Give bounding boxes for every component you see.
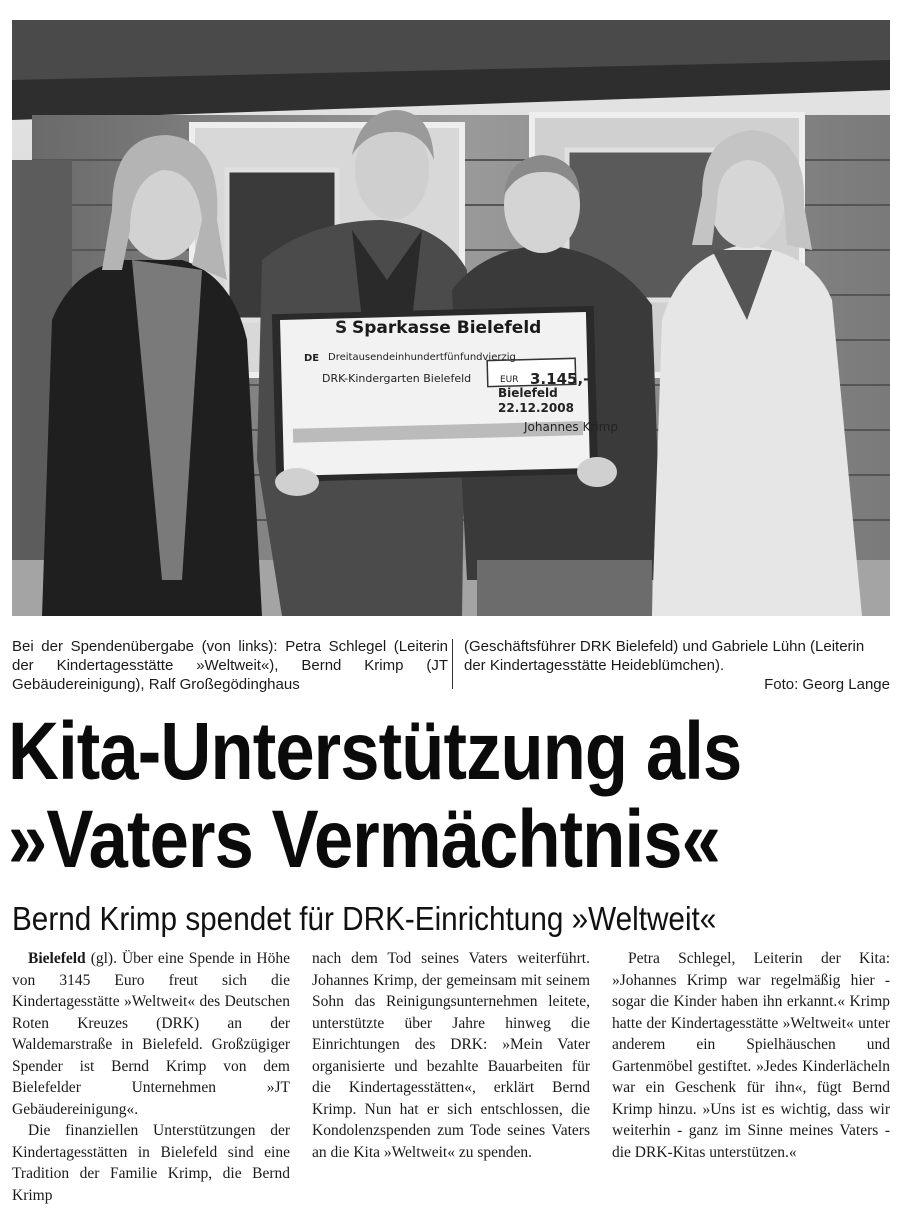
article-paragraph-text: (gl). Über eine Spende in Höhe von 3145 Euro freut sich die Kindertagesstätte »Weltweit« des Deutschen Roten Kreuzes (DRK) an der Waldemarstraße in Bielefeld. Großzügiger Spender ist Bernd Krimp von dem Bielefelder Unternehmen »JT Gebäudereinigung«. [12,950,290,1118]
article-column-3 [612,948,890,1163]
headline [8,708,768,884]
headline-line-2: »Vaters Vermächtnis« [8,794,720,885]
cheque-currency: EUR [500,375,519,385]
photo-credit: Foto: Georg Lange [764,676,890,693]
cheque-country-code: DE [304,353,320,364]
article-column-1 [12,948,290,1206]
photo-caption-left: Bei der Spendenübergabe (von links): Petra Schlegel (Leiterin der Kindertagesstätte »Weltweit«), Bernd Krimp (JT Gebäudereinigung), Ralf Großegödinghaus [12,638,448,693]
article-paragraph [12,948,290,1120]
sparkasse-logo-icon: S [335,318,348,338]
cheque-bank-name: Sparkasse Bielefeld [352,318,542,338]
article-paragraph: Petra Schlegel, Leiterin der Kita: »Johannes Krimp war regelmäßig hier - sogar die Kinder haben ihn erkannt.« Krimp hatte der Kindertagesstätte »Weltweit« unter anderem ein Spielhäuschen und Gartenmöbel gestiftet. »Jedes Kinderlächeln war ein Geschenk für ihn«, fügt Bernd Krimp hinzu. »Uns ist es wichtig, dass wir weiterhin - ganz im Sinne meines Vaters - die DRK-Kitas unterstützen.« [612,950,890,1161]
photo-caption-right [464,637,890,694]
cheque-city: Bielefeld [498,386,558,400]
cheque-amount-words: Dreitausendeinhundertfünfundvierzig [328,352,516,363]
cheque-payee: DRK-Kindergarten Bielefeld [322,372,472,385]
cheque-amount: 3.145,- [530,370,590,388]
caption-divider [452,639,453,689]
cheque-signer: Johannes Krimp [524,420,618,434]
subheadline: Bernd Krimp spendet für DRK-Einrichtung »Weltweit« [12,900,717,937]
article-paragraph: nach dem Tod seines Vaters weiterführt. Johannes Krimp, der gemeinsam mit seinem Sohn das Reinigungsunternehmen leitete, unterstützte über Jahre hinweg die Einrichtungen des DRK: »Mein Vater organisierte und bezahlte Bauarbeiten für die Kindertagesstätten«, erklärt Bernd Krimp. Nun hat er sich entschlossen, die Kondolenzspenden zum Tode seines Vaters an die Kita »Weltweit« zu spenden. [312,950,590,1161]
article-paragraph: Die finanziellen Unterstützungen der Kindertagesstätten in Bielefeld sind eine Tradition der Familie Krimp, die Bernd Krimp [12,1122,290,1204]
photo-caption-right-text: (Geschäftsführer DRK Bielefeld) und Gabriele Lühn (Leiterin der Kindertagesstätte Heideblümchen). [464,638,865,674]
news-photo [12,20,890,616]
article-column-2 [312,948,590,1163]
headline-line-1: Kita-Unterstützung als [8,706,742,797]
dateline: Bielefeld [28,950,86,967]
cheque-date: 22.12.2008 [498,401,574,415]
